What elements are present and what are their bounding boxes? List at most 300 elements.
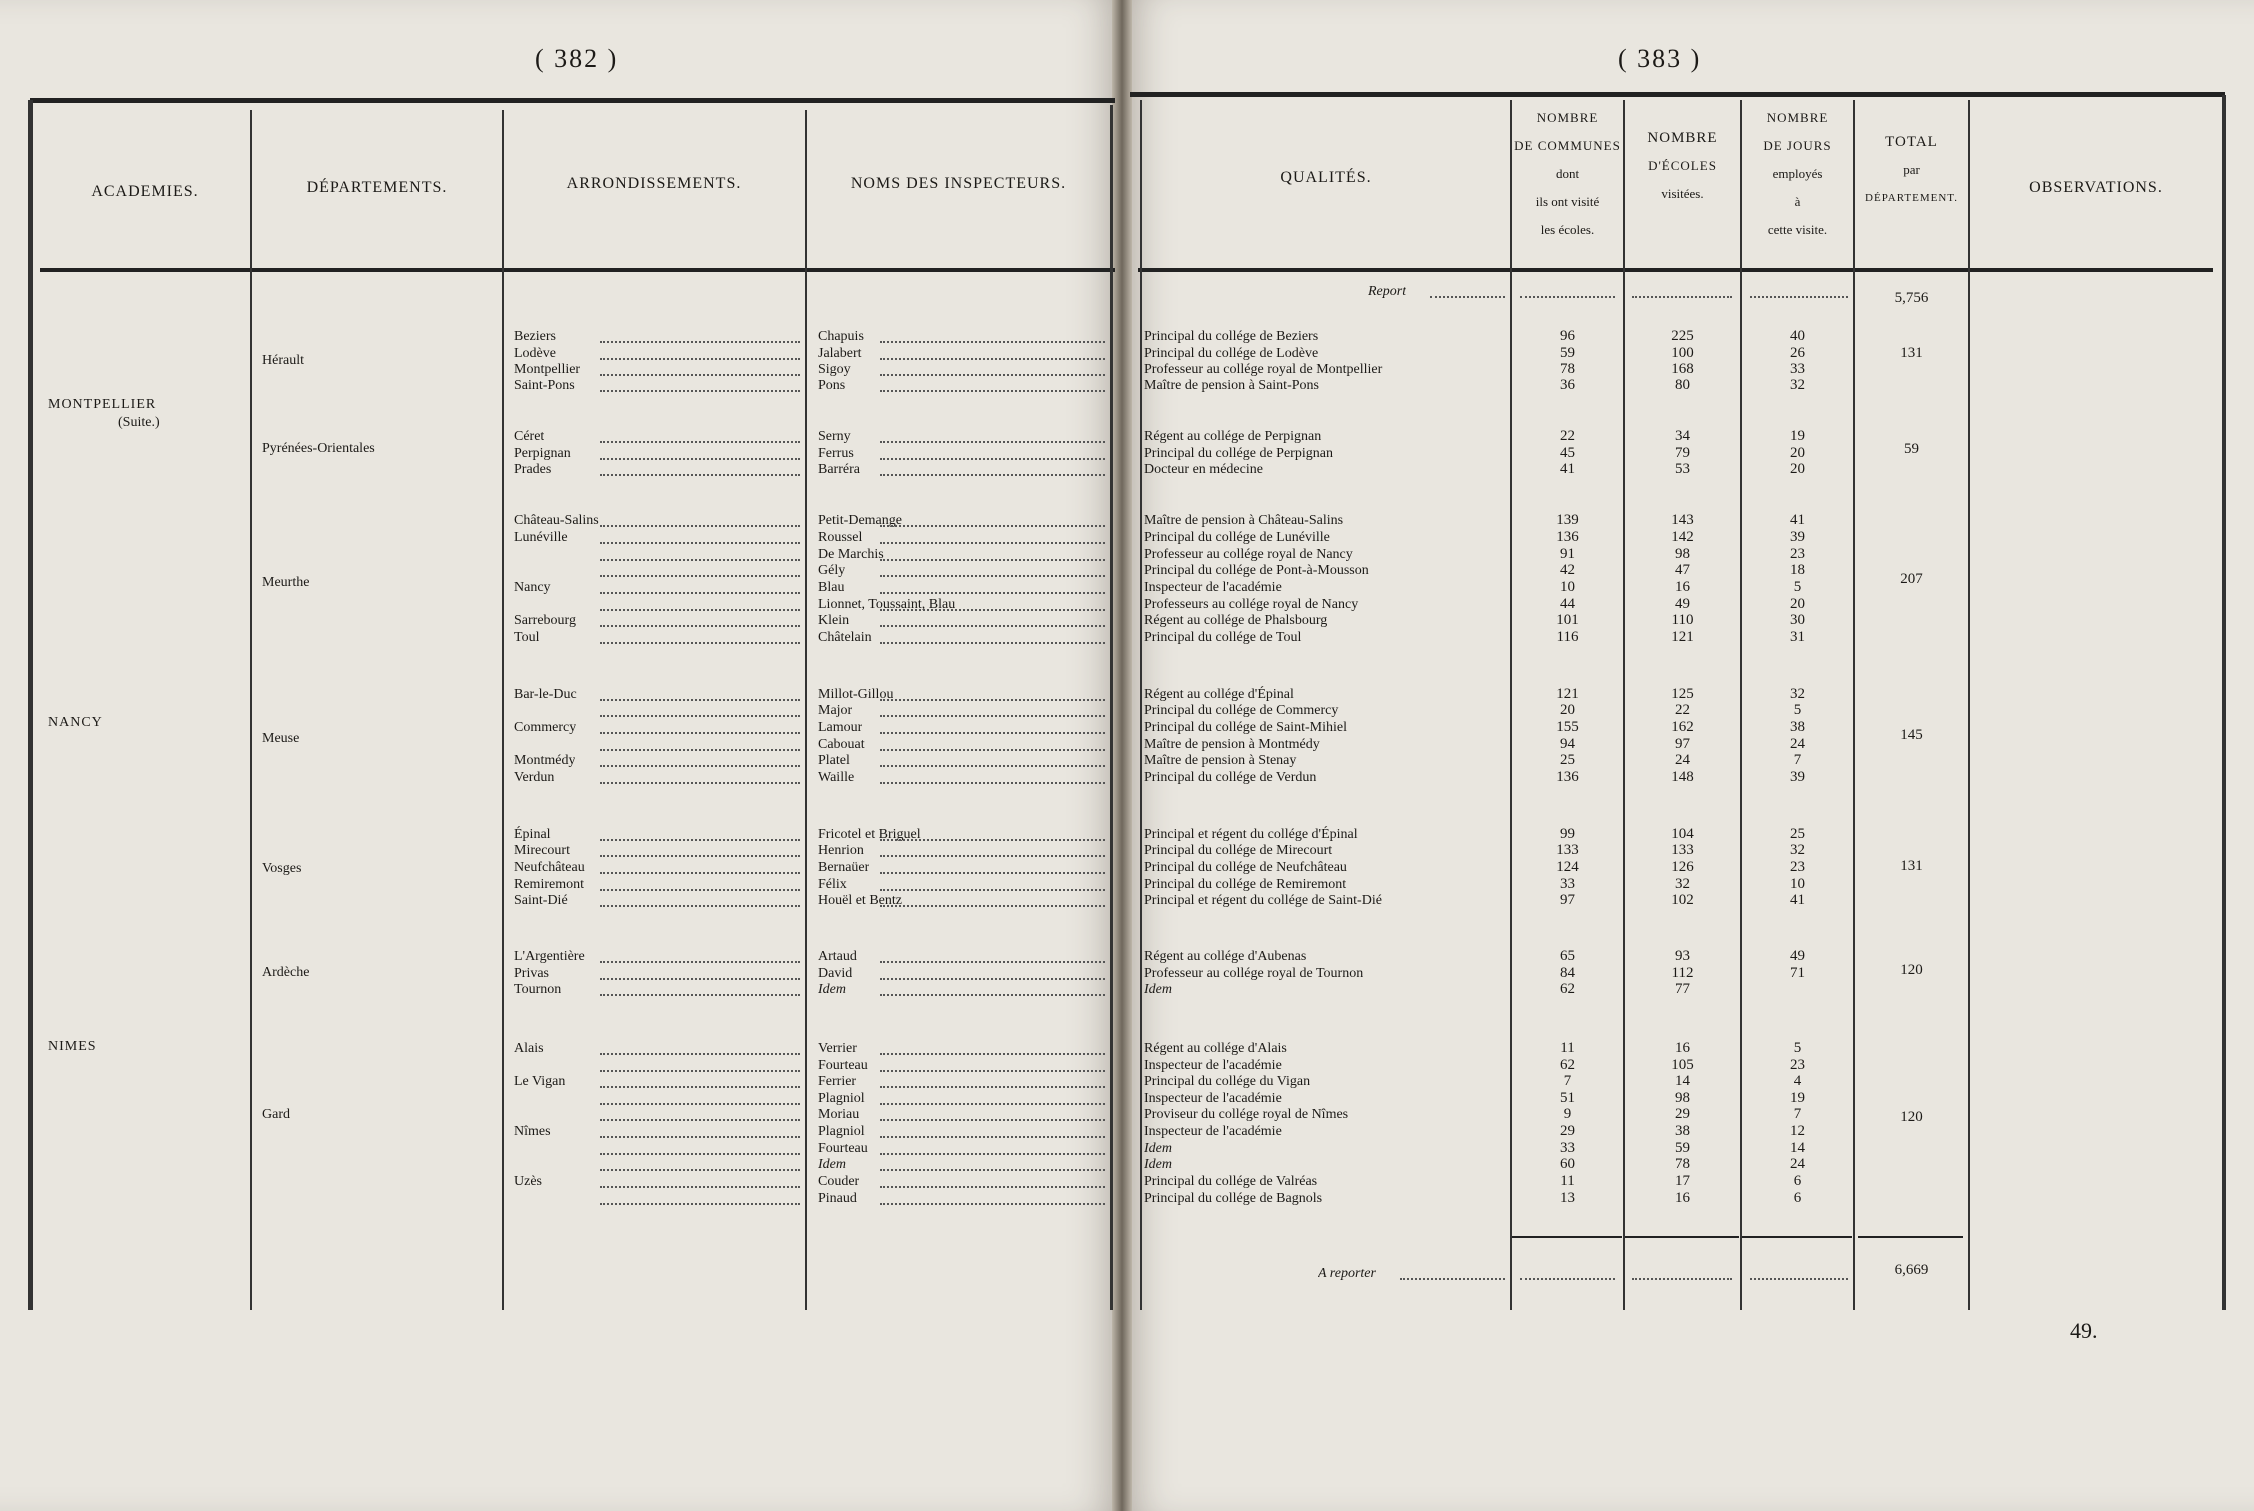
leader-dots (880, 474, 1105, 476)
qualite-cell: Principal du collége de Verdun (1144, 770, 1317, 785)
leader-dots (880, 1153, 1105, 1155)
arrondissement-cell: Alais (514, 1041, 544, 1056)
leader-dots (880, 441, 1105, 443)
jours-value: 41 (1790, 512, 1805, 528)
leader-dots (880, 1169, 1105, 1171)
inspecteur-cell: De Marchis (818, 547, 884, 562)
inspecteur-cell: Lionnet, Toussaint, Blau (818, 597, 956, 612)
leader-dots (1750, 1278, 1848, 1280)
leader-dots (600, 1086, 800, 1088)
ecoles-value: 97 (1675, 736, 1690, 752)
inspecteur-cell: Henrion (818, 843, 864, 858)
jours-value: 38 (1790, 719, 1805, 735)
ecoles-value: 98 (1675, 1090, 1690, 1106)
jours-value: 41 (1790, 892, 1805, 908)
inspecteur-cell: Barréra (818, 462, 860, 477)
qualite-cell: Proviseur du collége royal de Nîmes (1144, 1107, 1349, 1122)
arrondissement-cell: Perpignan (514, 446, 571, 461)
arrondissement-cell: L'Argentière (514, 949, 585, 964)
ecoles-value: 24 (1675, 752, 1690, 768)
total-gard: 120 (1900, 1109, 1923, 1125)
communes-value: 116 (1556, 629, 1579, 645)
leader-dots (880, 961, 1105, 963)
leader-dots (600, 592, 800, 594)
communes-value: 7 (1563, 1073, 1572, 1089)
leader-dots (880, 341, 1105, 343)
communes-value: 65 (1560, 948, 1575, 964)
arrondissement-cell: Saint-Dié (514, 893, 568, 908)
jours-value: 4 (1793, 1073, 1802, 1089)
header-observations: OBSERVATIONS. (2029, 179, 2163, 196)
jours-value: 12 (1790, 1123, 1805, 1139)
ecoles-value: 47 (1675, 562, 1690, 578)
leader-dots (880, 625, 1105, 627)
inspecteur-cell: Pinaud (818, 1191, 857, 1206)
communes-value: 139 (1556, 512, 1579, 528)
jours-value: 10 (1790, 876, 1805, 892)
qualite-cell: Principal du collége de Valréas (1144, 1174, 1318, 1189)
qualite-cell: Principal du collége de Pont-à-Mousson (1144, 563, 1369, 578)
leader-dots (600, 889, 800, 891)
dept-ardeche: Ardèche (262, 965, 310, 980)
communes-value: 20 (1560, 702, 1575, 718)
inspecteur-cell: Châtelain (818, 630, 872, 645)
leader-dots (600, 765, 800, 767)
inspecteur-cell: Cabouat (818, 737, 865, 752)
jours-value: 32 (1790, 377, 1805, 393)
ecoles-value: 143 (1671, 512, 1694, 528)
communes-value: 62 (1560, 1057, 1575, 1073)
inspecteur-cell: Major (818, 703, 853, 718)
leader-dots (1632, 1278, 1732, 1280)
inspecteur-cell: Bernaüer (818, 860, 870, 875)
leader-dots (600, 715, 800, 717)
communes-value: 11 (1560, 1173, 1575, 1189)
leader-dots (600, 341, 800, 343)
qualite-cell: Professeur au collége royal de Montpellier (1144, 362, 1383, 377)
qualite-cell: Principal et régent du collége d'Épinal (1144, 827, 1358, 842)
qualite-cell: Professeur au collége royal de Tournon (1144, 966, 1364, 981)
leader-dots (880, 1103, 1105, 1105)
right-top-rule (1130, 92, 2225, 97)
leader-dots (880, 994, 1105, 996)
leader-dots (880, 609, 1105, 611)
communes-value: 25 (1560, 752, 1575, 768)
qualite-cell: Inspecteur de l'académie (1144, 580, 1282, 595)
leader-dots (600, 542, 800, 544)
ecoles-value: 80 (1675, 377, 1690, 393)
communes-value: 59 (1560, 345, 1575, 361)
dept-meurthe: Meurthe (262, 575, 310, 590)
header-departements: DÉPARTEMENTS. (306, 179, 448, 196)
col-divider (1110, 105, 1113, 1310)
leader-dots (600, 1119, 800, 1121)
col-divider (1140, 100, 1142, 1310)
ecoles-value: 32 (1675, 876, 1690, 892)
inspecteur-cell: Couder (818, 1174, 860, 1189)
leader-dots (1520, 296, 1615, 298)
communes-value: 60 (1560, 1156, 1575, 1172)
ecoles-value: 100 (1671, 345, 1694, 361)
leader-dots (600, 474, 800, 476)
inspecteur-cell: Waille (818, 770, 855, 785)
ecoles-value: 168 (1671, 361, 1694, 377)
arrondissement-cell: Lodève (514, 346, 556, 361)
leader-dots (880, 1070, 1105, 1072)
left-frame-edge (28, 100, 33, 1310)
leader-dots (880, 1203, 1105, 1205)
arrondissement-cell: Toul (514, 630, 540, 645)
total-ardeche: 120 (1900, 962, 1923, 978)
leader-dots (600, 525, 800, 527)
leader-dots (600, 1186, 800, 1188)
total-herault: 131 (1900, 345, 1923, 361)
communes-value: 91 (1560, 546, 1575, 562)
leader-dots (880, 1186, 1105, 1188)
leader-dots (880, 715, 1105, 717)
leader-dots (880, 458, 1105, 460)
communes-value: 33 (1560, 1140, 1575, 1156)
arrondissement-cell: Épinal (514, 827, 551, 842)
inspecteur-cell: Ferrier (818, 1074, 857, 1089)
qualite-cell: Régent au collége de Phalsbourg (1144, 613, 1328, 628)
communes-value: 44 (1560, 596, 1575, 612)
arrondissement-cell: Nîmes (514, 1124, 551, 1139)
ecoles-value: 110 (1671, 612, 1694, 628)
qualite-cell: Principal du collége de Saint-Mihiel (1144, 720, 1347, 735)
left-top-rule (30, 98, 1115, 103)
academy-nimes: NIMES (48, 1039, 97, 1054)
ecoles-value: 78 (1675, 1156, 1690, 1172)
qualite-cell: Maître de pension à Montmédy (1144, 737, 1320, 752)
ecoles-value: 102 (1671, 892, 1694, 908)
ecoles-value: 38 (1675, 1123, 1690, 1139)
jours-value: 49 (1790, 948, 1805, 964)
qualite-cell: Inspecteur de l'académie (1144, 1124, 1282, 1139)
ecoles-value: 34 (1675, 428, 1690, 444)
sum-rule (1858, 1236, 1963, 1238)
right-frame-edge (2222, 95, 2226, 1310)
communes-value: 10 (1560, 579, 1575, 595)
communes-value: 42 (1560, 562, 1575, 578)
qualite-cell: Maître de pension à Saint-Pons (1144, 378, 1319, 393)
leader-dots (600, 978, 800, 980)
academy-montpellier: MONTPELLIER (48, 397, 157, 412)
leader-dots (1430, 296, 1505, 298)
leader-dots (600, 642, 800, 644)
communes-value: 136 (1556, 769, 1579, 785)
arrondissement-cell: Remiremont (514, 877, 584, 892)
left-header-rule (40, 268, 1115, 272)
dept-vosges: Vosges (262, 861, 302, 876)
left-page-number: ( 382 ) (535, 44, 619, 73)
jours-value: 20 (1790, 445, 1805, 461)
leader-dots (880, 889, 1105, 891)
communes-value: 36 (1560, 377, 1575, 393)
ecoles-value: 142 (1671, 529, 1694, 545)
a-reporter-total: 6,669 (1894, 1262, 1929, 1278)
inspecteur-cell: Idem (818, 982, 846, 997)
leader-dots (600, 1053, 800, 1055)
communes-value: 41 (1560, 461, 1575, 477)
jours-value: 40 (1790, 328, 1805, 344)
arrondissement-cell: Lunéville (514, 530, 568, 545)
communes-value: 22 (1560, 428, 1575, 444)
arrondissement-cell: Céret (514, 429, 545, 444)
ecoles-value: 93 (1675, 948, 1690, 964)
arrondissement-cell: Prades (514, 462, 552, 477)
leader-dots (600, 1103, 800, 1105)
jours-value: 24 (1790, 736, 1805, 752)
leader-dots (600, 782, 800, 784)
communes-value: 51 (1560, 1090, 1575, 1106)
communes-value: 136 (1556, 529, 1579, 545)
academy-nancy: NANCY (48, 715, 103, 730)
leader-dots (600, 1070, 800, 1072)
book-gutter (1112, 0, 1132, 1511)
a-reporter-label: A reporter (1318, 1266, 1376, 1281)
leader-dots (1632, 296, 1732, 298)
qualite-cell: Principal du collége de Perpignan (1144, 446, 1333, 461)
qualite-cell: Professeur au collége royal de Nancy (1144, 547, 1353, 562)
total-meuse: 145 (1900, 727, 1923, 743)
leader-dots (880, 1086, 1105, 1088)
inspecteur-cell: Fourteau (818, 1141, 868, 1156)
col-divider (1968, 100, 1970, 1310)
arrondissement-cell: Commercy (514, 720, 577, 735)
ecoles-value: 53 (1675, 461, 1690, 477)
communes-value: 121 (1556, 686, 1579, 702)
ecoles-value: 98 (1675, 546, 1690, 562)
leader-dots (600, 1136, 800, 1138)
qualite-cell: Maître de pension à Château-Salins (1144, 513, 1344, 528)
qualite-cell: Régent au collége d'Aubenas (1144, 949, 1307, 964)
arrondissement-cell: Le Vigan (514, 1074, 566, 1089)
qualite-cell: Principal du collége de Toul (1144, 630, 1302, 645)
jours-value: 19 (1790, 1090, 1805, 1106)
leader-dots (600, 374, 800, 376)
jours-value: 19 (1790, 428, 1805, 444)
right-header-rule (1138, 268, 2213, 272)
inspecteur-cell: Klein (818, 613, 850, 628)
leader-dots (600, 441, 800, 443)
communes-value: 45 (1560, 445, 1575, 461)
leader-dots (600, 839, 800, 841)
qualite-cell: Inspecteur de l'académie (1144, 1091, 1282, 1106)
jours-value: 20 (1790, 596, 1805, 612)
leader-dots (600, 961, 800, 963)
jours-value: 32 (1790, 686, 1805, 702)
jours-value: 20 (1790, 461, 1805, 477)
leader-dots (880, 390, 1105, 392)
jours-value: 31 (1790, 629, 1805, 645)
qualite-cell: Principal du collége du Vigan (1144, 1074, 1311, 1089)
dept-meuse: Meuse (262, 731, 300, 746)
arrondissement-cell: Tournon (514, 982, 562, 997)
inspecteur-cell: Fourteau (818, 1058, 868, 1073)
col-divider (805, 110, 807, 1310)
leader-dots (600, 732, 800, 734)
communes-value: 78 (1560, 361, 1575, 377)
leader-dots (1400, 1278, 1505, 1280)
jours-value: 18 (1790, 562, 1805, 578)
arrondissement-cell: Privas (514, 966, 549, 981)
report-label: Report (1368, 284, 1407, 299)
jours-value: 6 (1793, 1173, 1802, 1189)
leader-dots (880, 575, 1105, 577)
ecoles-value: 59 (1675, 1140, 1690, 1156)
leader-dots (600, 749, 800, 751)
qualite-cell: Régent au collége de Perpignan (1144, 429, 1322, 444)
inspecteur-cell: Gély (818, 563, 846, 578)
communes-value: 133 (1556, 842, 1579, 858)
arrondissement-cell: Château-Salins (514, 513, 599, 528)
leader-dots (880, 872, 1105, 874)
total-meurthe: 207 (1900, 571, 1923, 587)
folio-number: 49. (2070, 1318, 2098, 1343)
qualite-cell: Professeurs au collége royal de Nancy (1144, 597, 1359, 612)
communes-value: 99 (1560, 826, 1575, 842)
inspecteur-cell: Serny (818, 429, 851, 444)
ecoles-value: 22 (1675, 702, 1690, 718)
inspecteur-cell: Platel (818, 753, 850, 768)
qualite-cell: Docteur en médecine (1144, 462, 1263, 477)
sum-rule (1512, 1236, 1622, 1238)
jours-value: 32 (1790, 842, 1805, 858)
qualite-cell: Idem (1144, 1141, 1172, 1156)
arrondissement-cell: Saint-Pons (514, 378, 575, 393)
communes-value: 155 (1556, 719, 1579, 735)
arrondissement-cell: Verdun (514, 770, 555, 785)
academy-suite: (Suite.) (118, 415, 160, 430)
leader-dots (880, 699, 1105, 701)
leader-dots (600, 872, 800, 874)
dept-gard: Gard (262, 1107, 290, 1122)
communes-value: 96 (1560, 328, 1575, 344)
leader-dots (600, 1169, 800, 1171)
jours-value: 25 (1790, 826, 1805, 842)
leader-dots (600, 855, 800, 857)
leader-dots (880, 765, 1105, 767)
ecoles-value: 29 (1675, 1106, 1690, 1122)
jours-value: 39 (1790, 769, 1805, 785)
leader-dots (600, 1203, 800, 1205)
leader-dots (600, 699, 800, 701)
qualite-cell: Principal et régent du collége de Saint-Dié (1144, 893, 1382, 908)
ecoles-value: 49 (1675, 596, 1690, 612)
communes-value: 94 (1560, 736, 1575, 752)
col-divider (502, 110, 504, 1310)
communes-value: 101 (1556, 612, 1579, 628)
jours-value: 6 (1793, 1190, 1802, 1206)
ecoles-value: 77 (1675, 981, 1690, 997)
leader-dots (880, 905, 1105, 907)
sum-rule (1625, 1236, 1739, 1238)
ecoles-value: 112 (1671, 965, 1694, 981)
leader-dots (600, 390, 800, 392)
communes-value: 29 (1560, 1123, 1575, 1139)
inspecteur-cell: Millot-Gillou (818, 687, 894, 702)
leader-dots (600, 358, 800, 360)
qualite-cell: Idem (1144, 982, 1172, 997)
ecoles-value: 125 (1671, 686, 1694, 702)
leader-dots (880, 978, 1105, 980)
communes-value: 13 (1560, 1190, 1575, 1206)
qualite-cell: Principal du collége de Remiremont (1144, 877, 1347, 892)
inspecteur-cell: Lamour (818, 720, 863, 735)
communes-value: 9 (1563, 1106, 1572, 1122)
leader-dots (880, 525, 1105, 527)
jours-value: 7 (1793, 752, 1802, 768)
ecoles-value: 79 (1675, 445, 1690, 461)
qualite-cell: Régent au collége d'Épinal (1144, 687, 1294, 702)
qualite-cell: Inspecteur de l'académie (1144, 1058, 1282, 1073)
header-communes: NOMBRE DE COMMUNES dont ils ont visité les écoles. (1514, 110, 1621, 237)
right-page-number: ( 383 ) (1618, 44, 1702, 73)
inspecteur-cell: Félix (818, 877, 847, 892)
header-jours: NOMBRE DE JOURS employés à cette visite. (1763, 110, 1832, 237)
leader-dots (1750, 296, 1848, 298)
arrondissement-cell: Beziers (514, 329, 556, 344)
arrondissement-cell: Neufchâteau (514, 860, 585, 875)
inspecteur-cell: Verrier (818, 1041, 857, 1056)
leader-dots (880, 542, 1105, 544)
ecoles-value: 133 (1671, 842, 1694, 858)
qualite-cell: Principal du collége de Commercy (1144, 703, 1339, 718)
leader-dots (880, 782, 1105, 784)
leader-dots (880, 1136, 1105, 1138)
communes-value: 11 (1560, 1040, 1575, 1056)
inspecteur-cell: Roussel (818, 530, 863, 545)
jours-value: 24 (1790, 1156, 1805, 1172)
col-divider (1853, 100, 1855, 1310)
jours-value: 23 (1790, 546, 1805, 562)
jours-value: 7 (1793, 1106, 1802, 1122)
leader-dots (880, 358, 1105, 360)
inspecteur-cell: Pons (818, 378, 846, 393)
leader-dots (600, 458, 800, 460)
jours-value: 5 (1793, 579, 1802, 595)
leader-dots (600, 625, 800, 627)
ecoles-value: 148 (1671, 769, 1694, 785)
arrondissement-cell: Montpellier (514, 362, 581, 377)
ecoles-value: 16 (1675, 579, 1690, 595)
arrondissement-cell: Sarrebourg (514, 613, 576, 628)
leader-dots (600, 1153, 800, 1155)
leader-dots (880, 749, 1105, 751)
ecoles-value: 16 (1675, 1190, 1690, 1206)
qualite-cell: Principal du collége de Mirecourt (1144, 843, 1333, 858)
inspecteur-cell: Plagniol (818, 1124, 865, 1139)
qualite-cell: Principal du collége de Bagnols (1144, 1191, 1323, 1206)
qualite-cell: Principal du collége de Lunéville (1144, 530, 1330, 545)
ecoles-value: 126 (1671, 859, 1694, 875)
jours-value: 33 (1790, 361, 1805, 377)
inspecteur-cell: David (818, 966, 853, 981)
header-arrondissements: ARRONDISSEMENTS. (566, 175, 742, 192)
header-inspecteurs: NOMS DES INSPECTEURS. (850, 175, 1067, 192)
jours-value: 71 (1790, 965, 1805, 981)
leader-dots (600, 609, 800, 611)
qualite-cell: Maître de pension à Stenay (1144, 753, 1297, 768)
sum-rule (1742, 1236, 1852, 1238)
ecoles-value: 162 (1671, 719, 1694, 735)
leader-dots (880, 855, 1105, 857)
leader-dots (880, 1053, 1105, 1055)
ecoles-value: 121 (1671, 629, 1694, 645)
leader-dots (880, 642, 1105, 644)
jours-value: 5 (1793, 702, 1802, 718)
